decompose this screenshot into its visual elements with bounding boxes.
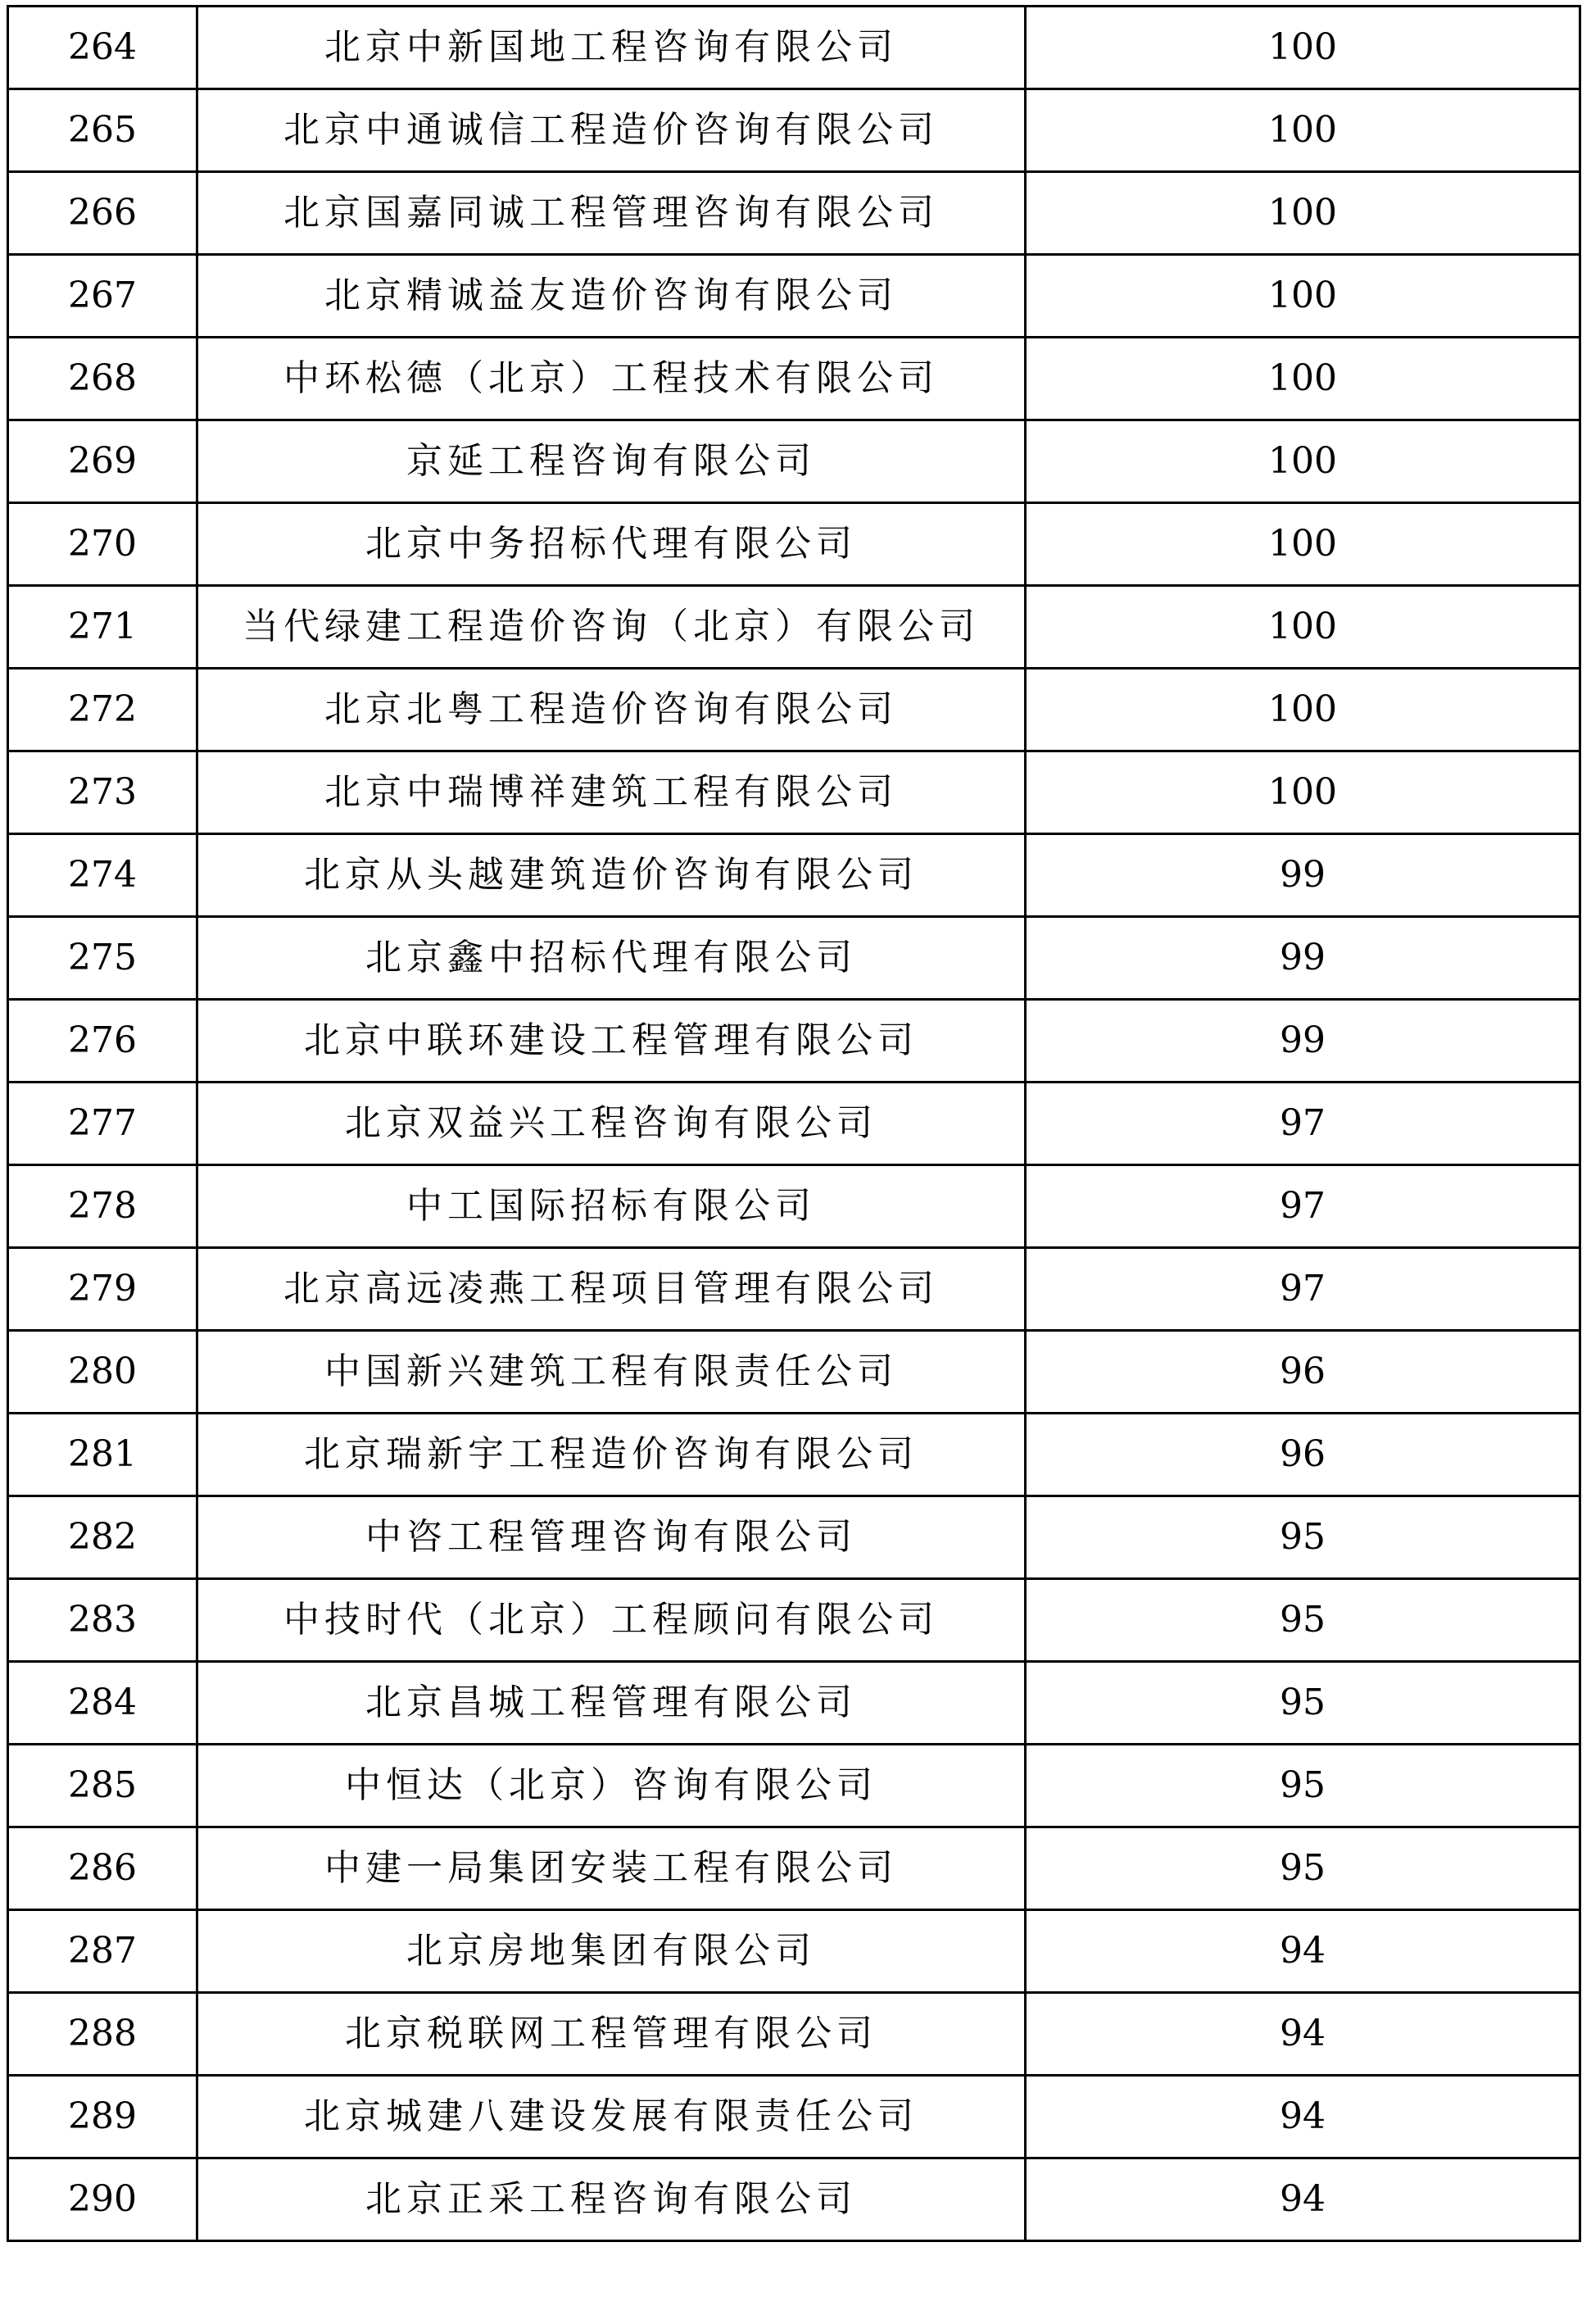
table-row [8, 2158, 1580, 2241]
table-row [8, 1910, 1580, 1993]
company-name-cell: 北京国嘉同诚工程管理咨询有限公司 [197, 172, 1026, 255]
table-row [8, 1745, 1580, 1827]
company-name-cell: 北京高远凌燕工程项目管理有限公司 [197, 1248, 1026, 1331]
table-row [8, 1248, 1580, 1331]
row-number-cell: 284 [8, 1662, 197, 1745]
table-row [8, 1662, 1580, 1745]
score-cell: 100 [1026, 338, 1580, 420]
company-name-cell: 中咨工程管理咨询有限公司 [197, 1496, 1026, 1579]
score-cell: 100 [1026, 751, 1580, 834]
row-number-cell: 268 [8, 338, 197, 420]
row-number-cell: 266 [8, 172, 197, 255]
table-body [8, 7, 1580, 2241]
table-row [8, 255, 1580, 338]
score-cell: 95 [1026, 1662, 1580, 1745]
row-number-cell: 269 [8, 420, 197, 503]
company-name-cell: 北京中瑞博祥建筑工程有限公司 [197, 751, 1026, 834]
company-name-cell: 北京瑞新宇工程造价咨询有限公司 [197, 1414, 1026, 1496]
row-number-cell: 289 [8, 2076, 197, 2158]
row-number-cell: 279 [8, 1248, 197, 1331]
score-cell: 96 [1026, 1414, 1580, 1496]
score-cell: 100 [1026, 669, 1580, 751]
company-name-cell: 北京中新国地工程咨询有限公司 [197, 7, 1026, 89]
company-name-cell: 北京中联环建设工程管理有限公司 [197, 1000, 1026, 1083]
table-row [8, 586, 1580, 669]
company-name-cell: 北京中务招标代理有限公司 [197, 503, 1026, 586]
company-name-cell: 中工国际招标有限公司 [197, 1165, 1026, 1248]
score-cell: 100 [1026, 172, 1580, 255]
table-row [8, 917, 1580, 1000]
row-number-cell: 273 [8, 751, 197, 834]
score-cell: 100 [1026, 586, 1580, 669]
table-row [8, 1000, 1580, 1083]
row-number-cell: 267 [8, 255, 197, 338]
table-row [8, 1579, 1580, 1662]
table-row [8, 1165, 1580, 1248]
score-cell: 100 [1026, 89, 1580, 172]
score-cell: 99 [1026, 1000, 1580, 1083]
company-name-cell: 北京昌城工程管理有限公司 [197, 1662, 1026, 1745]
company-name-cell: 北京精诚益友造价咨询有限公司 [197, 255, 1026, 338]
table-row [8, 669, 1580, 751]
company-name-cell: 中恒达（北京）咨询有限公司 [197, 1745, 1026, 1827]
row-number-cell: 275 [8, 917, 197, 1000]
row-number-cell: 278 [8, 1165, 197, 1248]
company-name-cell: 中国新兴建筑工程有限责任公司 [197, 1331, 1026, 1414]
company-name-cell: 北京双益兴工程咨询有限公司 [197, 1083, 1026, 1165]
score-cell: 94 [1026, 2076, 1580, 2158]
score-cell: 99 [1026, 834, 1580, 917]
score-cell: 99 [1026, 917, 1580, 1000]
table-row [8, 1331, 1580, 1414]
row-number-cell: 272 [8, 669, 197, 751]
score-cell: 94 [1026, 1993, 1580, 2076]
company-name-cell: 北京城建八建设发展有限责任公司 [197, 2076, 1026, 2158]
company-name-cell: 京延工程咨询有限公司 [197, 420, 1026, 503]
score-cell: 97 [1026, 1165, 1580, 1248]
company-name-cell: 中技时代（北京）工程顾问有限公司 [197, 1579, 1026, 1662]
document-page [7, 5, 1576, 2242]
table-row [8, 1414, 1580, 1496]
row-number-cell: 274 [8, 834, 197, 917]
table-row [8, 1083, 1580, 1165]
score-cell: 95 [1026, 1496, 1580, 1579]
row-number-cell: 288 [8, 1993, 197, 2076]
row-number-cell: 271 [8, 586, 197, 669]
row-number-cell: 282 [8, 1496, 197, 1579]
table-row [8, 1827, 1580, 1910]
company-score-table [7, 5, 1581, 2242]
row-number-cell: 285 [8, 1745, 197, 1827]
company-name-cell: 中环松德（北京）工程技术有限公司 [197, 338, 1026, 420]
table-row [8, 2076, 1580, 2158]
score-cell: 95 [1026, 1745, 1580, 1827]
table-row [8, 1993, 1580, 2076]
company-name-cell: 北京房地集团有限公司 [197, 1910, 1026, 1993]
company-name-cell: 中建一局集团安装工程有限公司 [197, 1827, 1026, 1910]
company-name-cell: 北京中通诚信工程造价咨询有限公司 [197, 89, 1026, 172]
score-cell: 100 [1026, 7, 1580, 89]
row-number-cell: 264 [8, 7, 197, 89]
table-row [8, 834, 1580, 917]
company-name-cell: 北京从头越建筑造价咨询有限公司 [197, 834, 1026, 917]
score-cell: 94 [1026, 2158, 1580, 2241]
table-row [8, 751, 1580, 834]
table-row [8, 420, 1580, 503]
score-cell: 95 [1026, 1827, 1580, 1910]
table-row [8, 172, 1580, 255]
table-row [8, 89, 1580, 172]
company-name-cell: 北京税联网工程管理有限公司 [197, 1993, 1026, 2076]
company-name-cell: 北京鑫中招标代理有限公司 [197, 917, 1026, 1000]
score-cell: 97 [1026, 1083, 1580, 1165]
row-number-cell: 265 [8, 89, 197, 172]
row-number-cell: 283 [8, 1579, 197, 1662]
score-cell: 100 [1026, 420, 1580, 503]
score-cell: 100 [1026, 255, 1580, 338]
row-number-cell: 280 [8, 1331, 197, 1414]
score-cell: 95 [1026, 1579, 1580, 1662]
row-number-cell: 276 [8, 1000, 197, 1083]
company-name-cell: 当代绿建工程造价咨询（北京）有限公司 [197, 586, 1026, 669]
row-number-cell: 270 [8, 503, 197, 586]
row-number-cell: 287 [8, 1910, 197, 1993]
score-cell: 94 [1026, 1910, 1580, 1993]
score-cell: 97 [1026, 1248, 1580, 1331]
table-row [8, 1496, 1580, 1579]
row-number-cell: 286 [8, 1827, 197, 1910]
score-cell: 96 [1026, 1331, 1580, 1414]
row-number-cell: 281 [8, 1414, 197, 1496]
row-number-cell: 277 [8, 1083, 197, 1165]
row-number-cell: 290 [8, 2158, 197, 2241]
score-cell: 100 [1026, 503, 1580, 586]
company-name-cell: 北京北粤工程造价咨询有限公司 [197, 669, 1026, 751]
table-row [8, 7, 1580, 89]
table-row [8, 503, 1580, 586]
table-row [8, 338, 1580, 420]
company-name-cell: 北京正采工程咨询有限公司 [197, 2158, 1026, 2241]
